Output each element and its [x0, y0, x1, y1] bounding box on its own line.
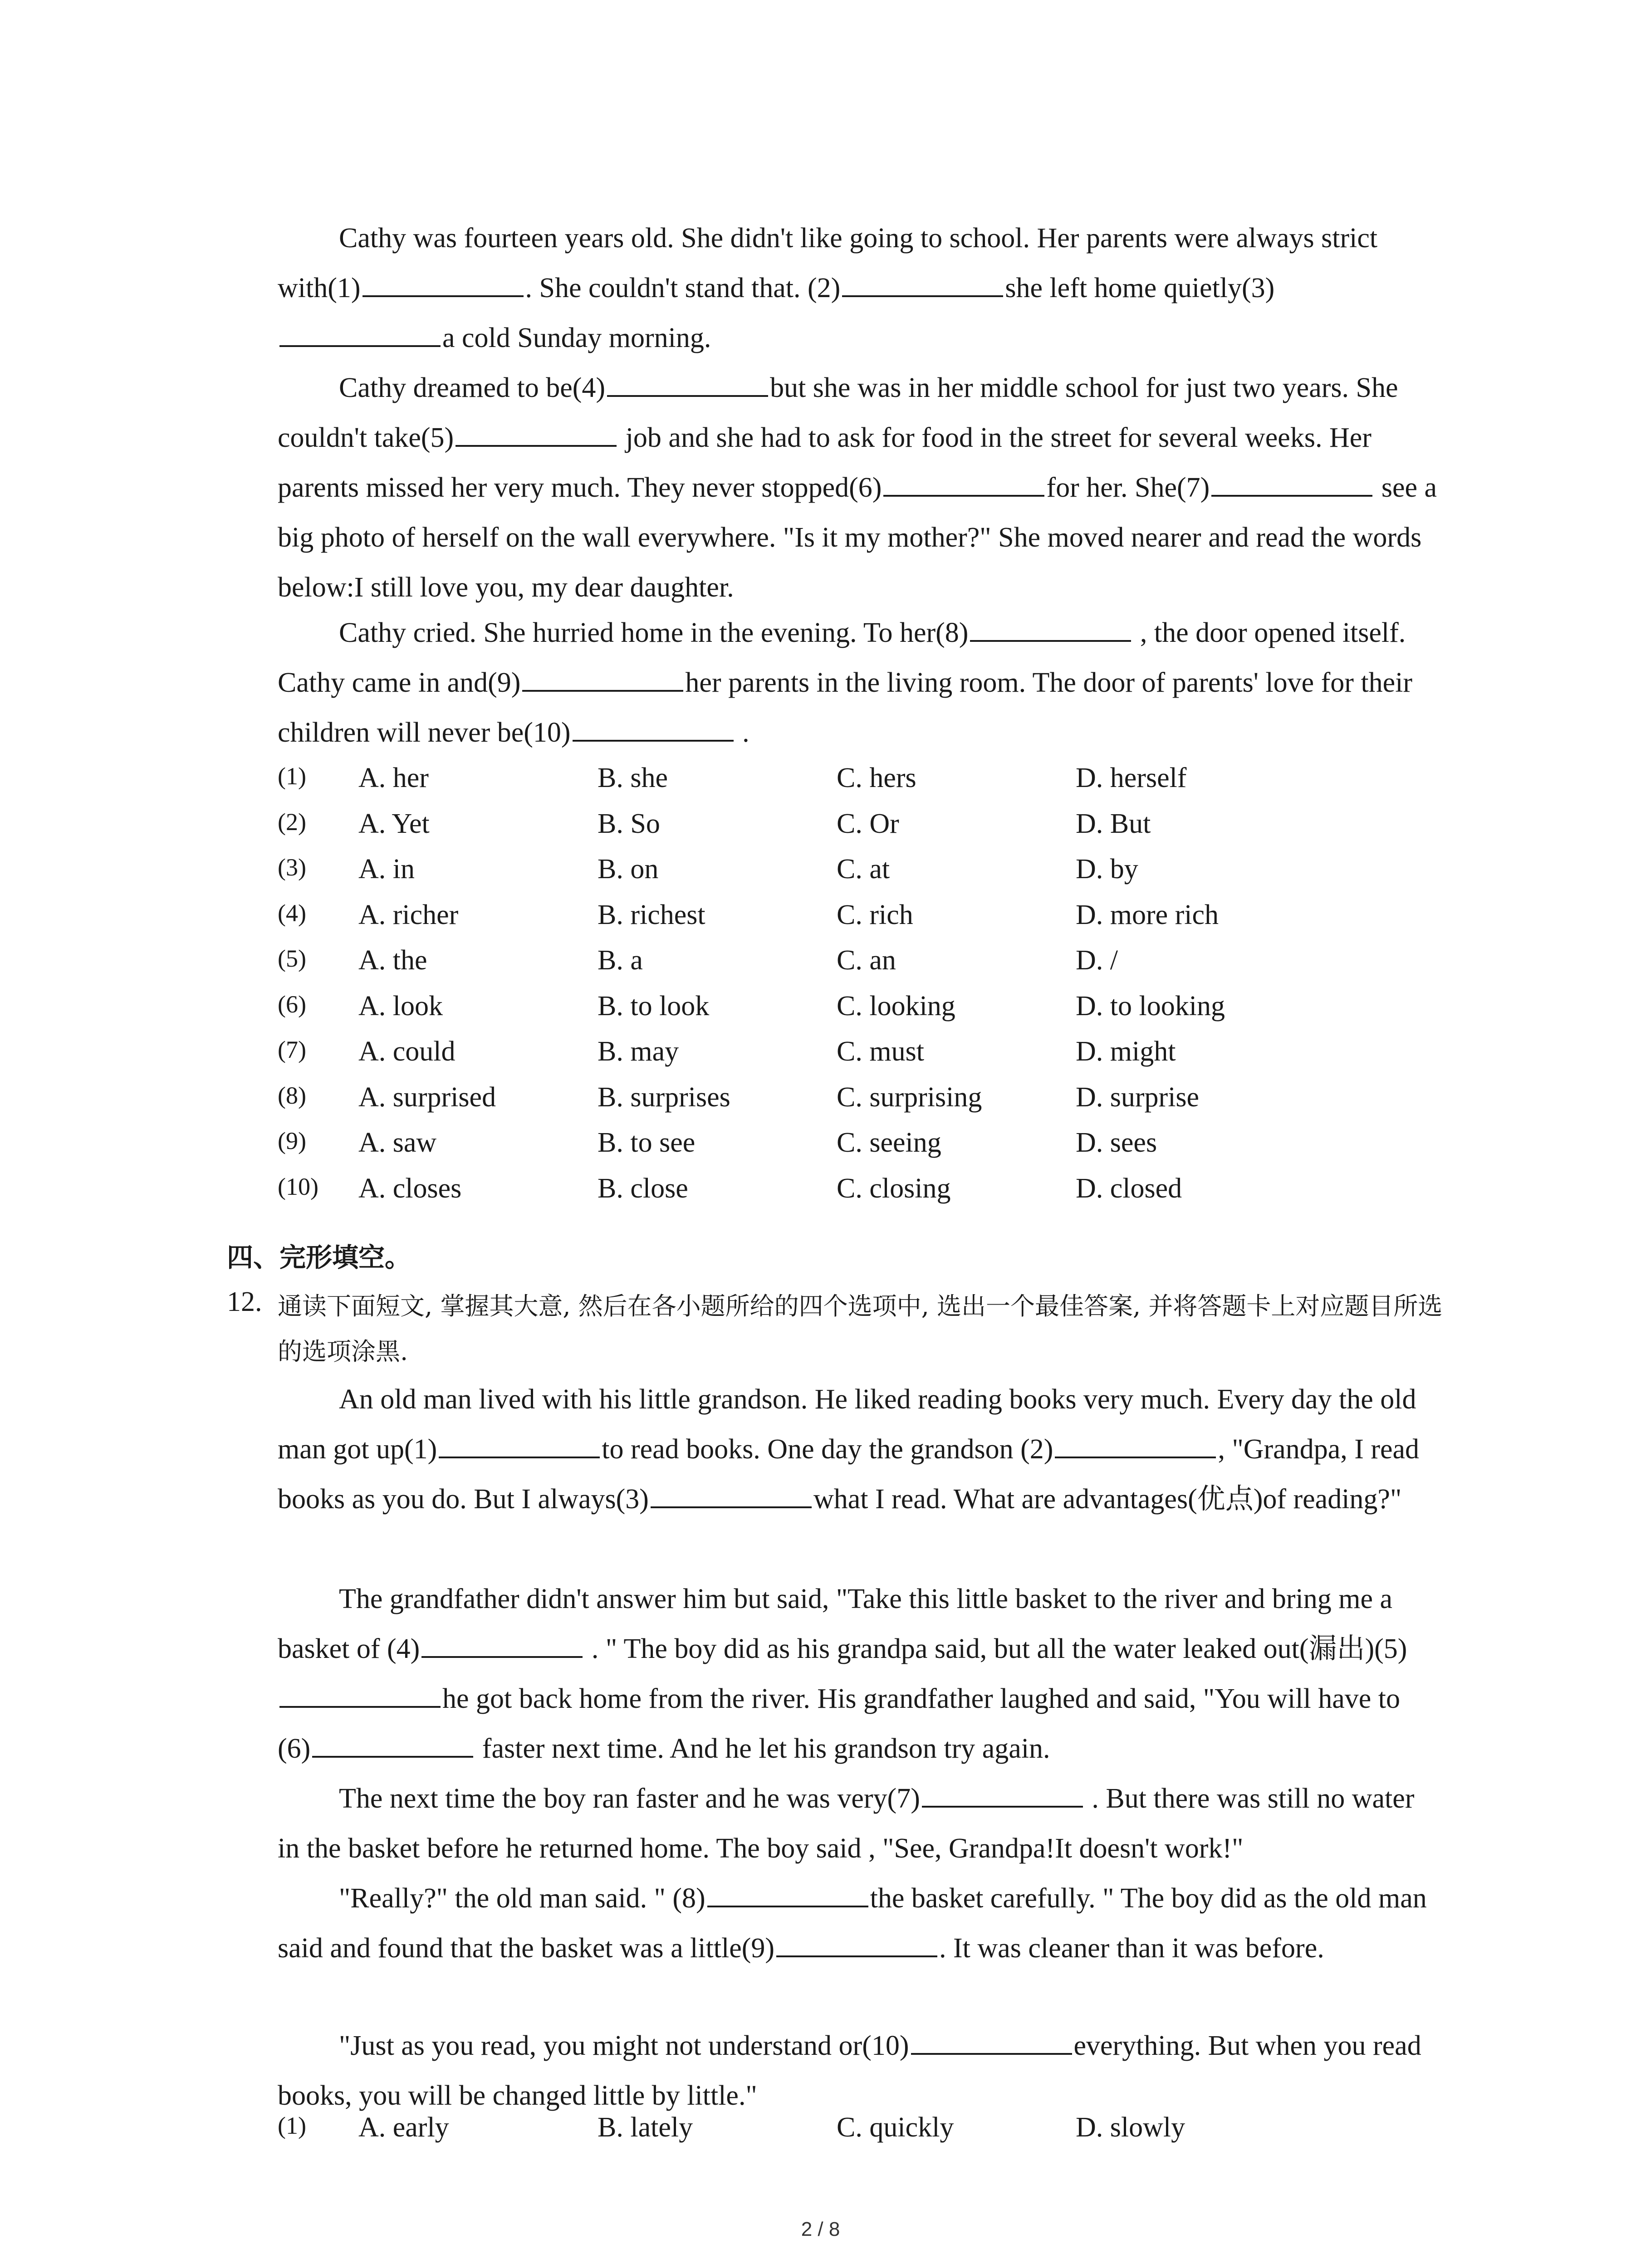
option-c[interactable]: C. looking — [837, 990, 955, 1022]
blank-3 — [651, 1480, 812, 1508]
blank-5 — [456, 419, 617, 447]
blank-1 — [439, 1430, 600, 1458]
option-d[interactable]: D. more rich — [1076, 899, 1219, 930]
option-a[interactable]: A. could — [358, 1036, 456, 1067]
option-row — [278, 808, 1439, 853]
blank-8 — [970, 614, 1131, 642]
passage1-paragraph-1: Cathy was fourteen years old. She didn't like going to school. Her parents were always strict with(1) . She couldn't stand that. (2) she left home quietly(3)a cold Sunday morning. — [278, 223, 1378, 353]
section-title: 四、完形填空。 — [227, 1242, 411, 1273]
option-d[interactable]: D. to looking — [1076, 990, 1225, 1022]
blank-9 — [776, 1929, 937, 1957]
option-a[interactable]: A. early — [358, 2112, 449, 2143]
passage2-paragraph-3: The next time the boy ran faster and he was very(7) . But there was still no water in the basket before he returned home. The boy said , "See, Grandpa!It doesn't work!" — [278, 1774, 1439, 1873]
option-d[interactable]: D. closed — [1076, 1173, 1182, 1204]
option-row — [278, 853, 1439, 899]
page-number: 2 / 8 — [801, 2218, 840, 2240]
option-b[interactable]: B. she — [598, 763, 668, 793]
question-number-label: (6) — [278, 990, 306, 1018]
option-b[interactable]: B. lately — [598, 2112, 693, 2143]
option-d[interactable]: D. by — [1076, 854, 1138, 885]
question-number-label: (3) — [278, 854, 306, 881]
option-c[interactable]: C. rich — [837, 899, 913, 930]
option-a[interactable]: A. in — [358, 854, 415, 885]
question-number: 12. — [227, 1286, 262, 1317]
question-number-label: (4) — [278, 899, 306, 927]
option-a[interactable]: A. the — [358, 945, 427, 976]
option-a[interactable]: A. Yet — [358, 808, 430, 839]
question-number-label: (5) — [278, 945, 306, 972]
option-d[interactable]: D. sees — [1076, 1127, 1157, 1158]
passage2-paragraph-4: "Really?" the old man said. " (8) the basket carefully. " The boy did as the old man said and found that the basket was a little(9) . It was cleaner than it was before. — [278, 1873, 1439, 1973]
option-c[interactable]: C. surprising — [837, 1081, 982, 1113]
option-a[interactable]: A. closes — [358, 1173, 462, 1204]
option-a[interactable]: A. surprised — [358, 1081, 496, 1113]
blank-7 — [922, 1779, 1083, 1808]
blank-2 — [842, 269, 1003, 297]
option-row — [278, 1127, 1439, 1172]
option-c[interactable]: C. Or — [837, 808, 899, 839]
question-number-label: (9) — [278, 1127, 306, 1154]
blank-1 — [362, 269, 524, 297]
option-row — [278, 762, 1439, 807]
blank-8 — [707, 1879, 868, 1907]
question-instruction: 通读下面短文, 掌握其大意, 然后在各小题所给的四个选项中, 选出一个最佳答案, 并将答题卡上对应题目所选的选项涂黑. — [278, 1292, 1443, 1366]
option-d[interactable]: D. slowly — [1076, 2112, 1185, 2143]
question-number-label: (7) — [278, 1036, 306, 1063]
passage1-paragraph-3: Cathy cried. She hurried home in the evening. To her(8) , the door opened itself. Cathy came in and(9) her parents in the living room. The door of parents' love for their children will never be(10) . — [278, 608, 1439, 758]
option-c[interactable]: C. seeing — [837, 1127, 941, 1158]
option-row — [278, 944, 1439, 990]
question-number-label: (2) — [278, 808, 306, 836]
option-d[interactable]: D. surprise — [1076, 1081, 1200, 1113]
blank-9 — [522, 664, 683, 692]
option-c[interactable]: C. at — [837, 854, 890, 885]
passage2-paragraph-1: An old man lived with his little grandson. He liked reading books very much. Every day the old man got up(1) to read books. One day the grandson (2) , "Grandpa, I read books as you do. But I always(3) what I read. What are advantages(优点)of reading?" — [278, 1384, 1420, 1515]
blank-4 — [421, 1630, 583, 1658]
option-b[interactable]: B. a — [598, 945, 643, 976]
option-b[interactable]: B. may — [598, 1036, 679, 1067]
question-number-label: (1) — [278, 2112, 306, 2139]
option-c[interactable]: C. quickly — [837, 2112, 954, 2143]
option-b[interactable]: B. surprises — [598, 1081, 730, 1113]
blank-7 — [1211, 469, 1372, 497]
blank-4 — [607, 369, 768, 397]
blank-6 — [312, 1730, 473, 1758]
passage2-paragraph-2: The grandfather didn't answer him but said, "Take this little basket to the river and bring me a basket of (4) . " The boy did as his grandpa said, but all the water leaked out(漏出)(5)he got back home from the river. His grandfather laughed and said, "You will have to (6) faster next time. And he let his grandson try again. — [278, 1584, 1407, 1764]
question-number-label: (1) — [278, 763, 306, 790]
option-a[interactable]: A. her — [358, 763, 429, 793]
option-row — [278, 990, 1439, 1036]
option-row — [278, 1173, 1439, 1218]
blank-3 — [279, 319, 441, 347]
option-b[interactable]: B. So — [598, 808, 660, 839]
blank-6 — [883, 469, 1044, 497]
option-b[interactable]: B. richest — [598, 899, 705, 930]
option-row — [278, 2112, 1439, 2157]
passage2-paragraph-5: "Just as you read, you might not understand or(10) everything. But when you read books, you will be changed little by little." — [278, 2021, 1439, 2121]
question-number-label: (10) — [278, 1173, 318, 1200]
option-row — [278, 1036, 1439, 1081]
option-b[interactable]: B. close — [598, 1173, 688, 1204]
blank-10 — [573, 714, 734, 742]
option-b[interactable]: B. on — [598, 854, 659, 885]
option-a[interactable]: A. saw — [358, 1127, 437, 1158]
option-d[interactable]: D. But — [1076, 808, 1151, 839]
option-d[interactable]: D. might — [1076, 1036, 1176, 1067]
blank-5 — [279, 1680, 441, 1708]
option-d[interactable]: D. herself — [1076, 763, 1187, 793]
question-number-label: (8) — [278, 1081, 306, 1109]
option-b[interactable]: B. to see — [598, 1127, 696, 1158]
option-a[interactable]: A. look — [358, 990, 443, 1022]
option-row — [278, 1081, 1439, 1127]
option-c[interactable]: C. an — [837, 945, 896, 976]
option-c[interactable]: C. hers — [837, 763, 916, 793]
option-row — [278, 899, 1439, 944]
option-a[interactable]: A. richer — [358, 899, 459, 930]
option-b[interactable]: B. to look — [598, 990, 710, 1022]
option-c[interactable]: C. closing — [837, 1173, 951, 1204]
blank-2 — [1055, 1430, 1216, 1458]
blank-10 — [911, 2027, 1072, 2055]
passage1-paragraph-2: Cathy dreamed to be(4) but she was in her middle school for just two years. She couldn't take(5) job and she had to ask for food in the street for several weeks. Her parents missed her very much. They never stopped(6) for her. She(7) see a big photo of herself on the wall everywhere. "Is it my mother?" She moved nearer and read the words below:I still love you, my dear daughter. — [278, 363, 1439, 612]
option-c[interactable]: C. must — [837, 1036, 924, 1067]
option-d[interactable]: D. / — [1076, 945, 1118, 976]
